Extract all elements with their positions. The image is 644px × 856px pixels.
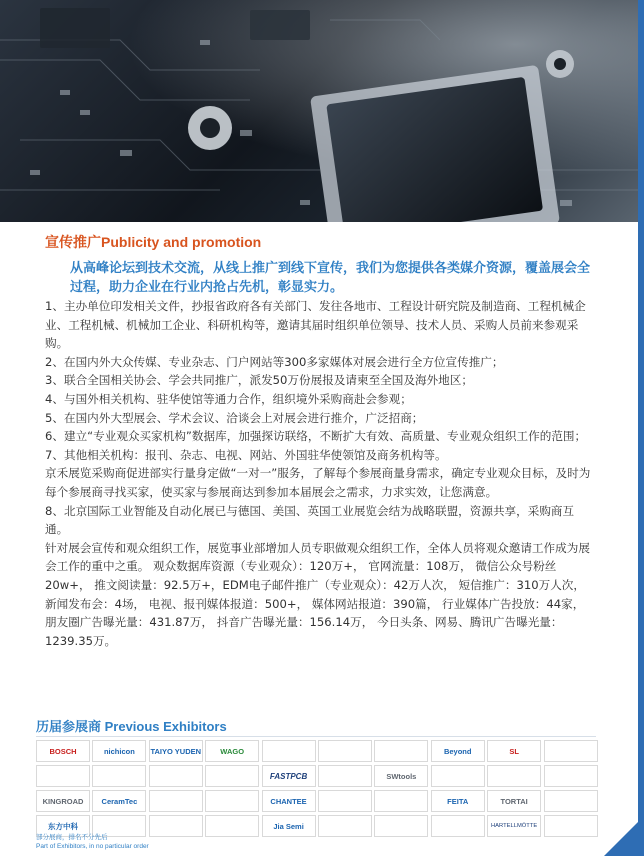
- exhibitor-logo: [262, 740, 316, 762]
- exhibitor-logo-grid: [36, 740, 596, 837]
- exhibitor-logo: Jia Semi: [262, 815, 316, 837]
- paragraph-5: 5、在国内外大型展会、学术会议、洽谈会上对展会进行推介，广泛招商；: [45, 410, 424, 425]
- exhibitor-logo: [431, 815, 485, 837]
- exhibitors-footnote-cn: 部分展商，排名不分先后: [36, 833, 108, 841]
- paragraph-service: 京禾展览采购商促进部实行量身定做“一对一”服务，了解每个参展商量身需求，确定专业观众目标，及时为每个参展商寻找买家，使买家与参展商达到参加本届展会之需求，力求实效，让您满意。: [45, 466, 591, 499]
- paragraph-3: 3、联合全国相关协会、学会共同推广，派发50万份展报及请柬至全国及海外地区；: [45, 373, 473, 388]
- exhibitor-logo: [374, 790, 428, 812]
- exhibitors-footnote-en: Part of Exhibitors, in no particular order: [36, 843, 149, 850]
- exhibitor-logo: [431, 765, 485, 787]
- exhibitor-logo: [374, 740, 428, 762]
- hero-circuit-board-image: [0, 0, 644, 222]
- exhibitor-logo: [544, 790, 598, 812]
- exhibitor-logo: [544, 815, 598, 837]
- exhibitor-logo: [149, 790, 203, 812]
- exhibitor-logo: [544, 765, 598, 787]
- exhibitor-logo: FASTPCB: [262, 765, 316, 787]
- paragraph-2: 2、在国内外大众传媒、专业杂志、门户网站等300多家媒体对展会进行全方位宣传推广；: [45, 354, 504, 369]
- section-highlight: 从高峰论坛到技术交流，从线上推广到线下宣传，我们为您提供各类媒介资源，覆盖展会全过程，助力企业在行业内抢占先机，彰显实力。: [70, 260, 591, 294]
- paragraph-7: 7、其他相关机构：报刊、杂志、电视、网站、外国驻华使领馆及商务机构等。: [45, 447, 447, 462]
- exhibitor-logo: [149, 765, 203, 787]
- exhibitors-divider: [36, 736, 596, 737]
- exhibitor-logo: [318, 815, 372, 837]
- exhibitor-logo: [149, 815, 203, 837]
- exhibitor-logo: FEITA: [431, 790, 485, 812]
- exhibitor-logo: KINGROAD: [36, 790, 90, 812]
- paragraph-1: 1、主办单位印发相关文件，抄报省政府各有关部门、发往各地市、工程设计研究院及制造商、工程机械企业、工程机械、机械加工企业、科研机构等，邀请其届时组织单位领导、技术人员、采购人员前来参观采购。: [45, 299, 586, 351]
- exhibitor-logo: SL: [487, 740, 541, 762]
- exhibitor-logo: TAIYO YUDEN: [149, 740, 203, 762]
- corner-accent: [604, 816, 644, 856]
- exhibitor-logo: BOSCH: [36, 740, 90, 762]
- exhibitor-logo: SWtools: [374, 765, 428, 787]
- exhibitors-title: 历届参展商 Previous Exhibitors: [36, 719, 227, 734]
- right-accent-stripe: [638, 0, 644, 856]
- exhibitor-logo: [318, 790, 372, 812]
- exhibitor-logo: [92, 765, 146, 787]
- exhibitor-logo: [374, 815, 428, 837]
- exhibitor-logo: HARTELLMÖTTE: [487, 815, 541, 837]
- promotion-body: [45, 297, 595, 650]
- exhibitor-logo: [487, 765, 541, 787]
- exhibitor-logo: [318, 765, 372, 787]
- exhibitor-logo: [205, 815, 259, 837]
- exhibitor-logo: nichicon: [92, 740, 146, 762]
- exhibitor-logo: CHANTEE: [262, 790, 316, 812]
- paragraph-4: 4、与国外相关机构、驻华使馆等通力合作，组织境外采购商赴会参观；: [45, 391, 412, 406]
- exhibitor-logo: 东方中科: [36, 815, 90, 837]
- exhibitor-logo: [318, 740, 372, 762]
- section-title: 宣传推广Publicity and promotion: [45, 234, 262, 250]
- paragraph-stats: 针对展会宣传和观众组织工作，展览事业部增加人员专职做观众组织工作，全体人员将观众邀请工作成为展会工作的重中之重。 观众数据库资源（专业观众）：120万+， 官网流量：108万， 微信公众号粉丝20w+， 推文阅读量：92.5万+，EDM电子邮件推广（专业观众）：42万人次， 短信推广：310万人次， 新闻发布会：4场， 电视、报刊媒体报道：500+， 媒体网站报道：390篇， 行业媒体广告投放：44家， 朋友圈广告曝光量：431.87万， 抖音广告曝光量：156.14万， 今日头条、网易、腾讯广告曝光量：1239.35万。: [45, 540, 590, 648]
- exhibitor-logo: [544, 740, 598, 762]
- exhibitor-logo: TORTAI: [487, 790, 541, 812]
- exhibitor-logo: [205, 790, 259, 812]
- paragraph-8: 8、北京国际工业智能及自动化展已与德国、美国、英国工业展览会结为战略联盟，资源共享，采购商互通。: [45, 503, 575, 537]
- exhibitor-logo: Beyond: [431, 740, 485, 762]
- circuit-board-graphic: [0, 0, 644, 222]
- exhibitor-logo: CeramTec: [92, 790, 146, 812]
- exhibitor-logo: [36, 765, 90, 787]
- exhibitor-logo: WAGO: [205, 740, 259, 762]
- paragraph-6: 6、建立“专业观众买家机构”数据库，加强探访联络，不断扩大有效、高质量、专业观众组织工作的范围；: [45, 429, 587, 444]
- exhibitor-logo: [205, 765, 259, 787]
